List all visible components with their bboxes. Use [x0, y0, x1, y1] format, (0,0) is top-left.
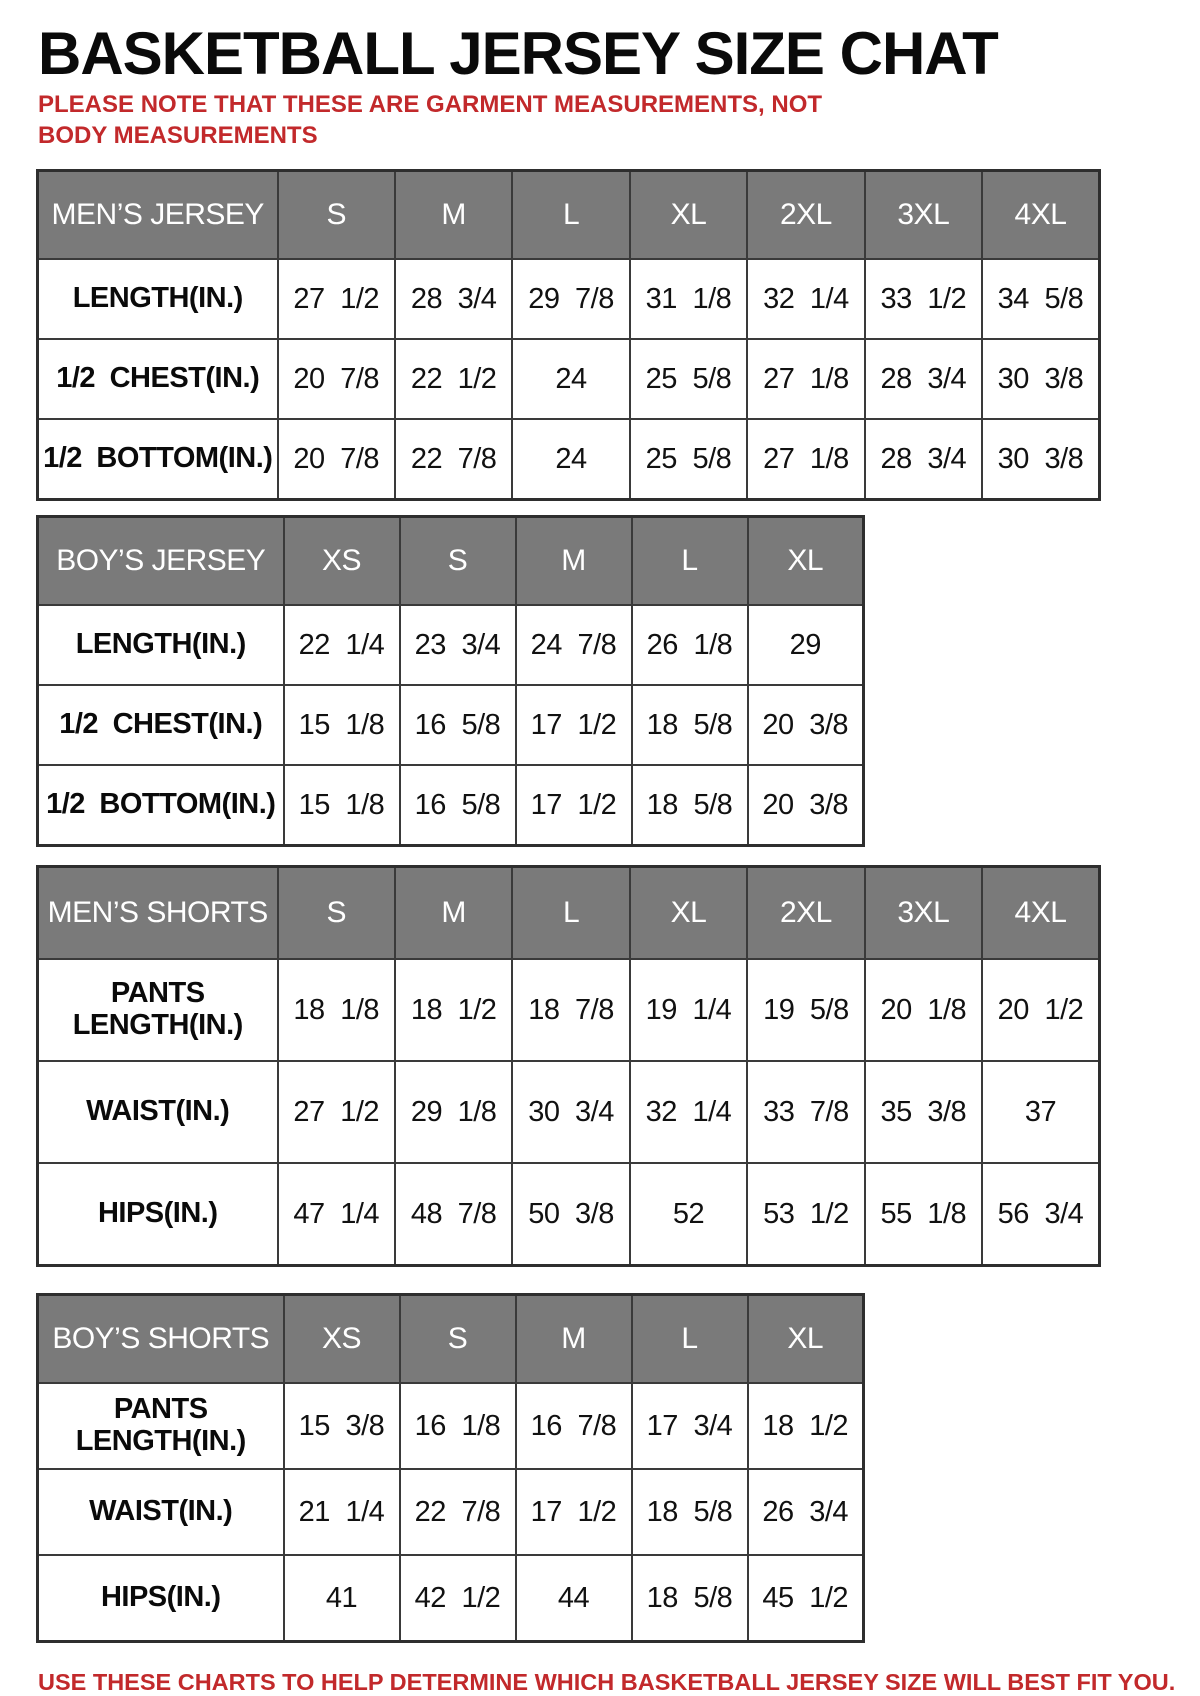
mens-jersey-size-header: 2XL — [747, 171, 864, 260]
boys-jersey-size-header: L — [632, 517, 748, 606]
boys-jersey-value-cell: 16 5/8 — [400, 685, 516, 765]
boys-jersey-value-cell: 16 5/8 — [400, 765, 516, 846]
mens-shorts-size-table — [36, 865, 1101, 1267]
boys-shorts-value-cell: 42 1/2 — [400, 1555, 516, 1642]
boys-shorts-size-header: S — [400, 1295, 516, 1384]
boys-jersey-measurement-row — [38, 685, 864, 765]
mens-jersey-value-cell: 25 5/8 — [630, 419, 747, 500]
boys-jersey-value-cell: 18 5/8 — [632, 685, 748, 765]
mens-shorts-value-cell: 27 1/2 — [278, 1061, 395, 1163]
table-gap — [36, 501, 1200, 515]
mens-jersey-value-cell: 25 5/8 — [630, 339, 747, 419]
mens-shorts-value-cell: 47 1/4 — [278, 1163, 395, 1266]
boys-jersey-value-cell: 24 7/8 — [516, 605, 632, 685]
mens-jersey-value-cell: 24 — [512, 419, 629, 500]
mens-jersey-value-cell: 28 3/4 — [865, 339, 982, 419]
mens-shorts-row-label: PANTS LENGTH(IN.) — [38, 959, 278, 1061]
boys-jersey-row-label: LENGTH(IN.) — [38, 605, 284, 685]
mens-shorts-row-label: HIPS(IN.) — [38, 1163, 278, 1266]
mens-shorts-size-header: XL — [630, 867, 747, 960]
boys-jersey-size-header: S — [400, 517, 516, 606]
mens-shorts-value-cell: 35 3/8 — [865, 1061, 982, 1163]
mens-jersey-size-header: M — [395, 171, 512, 260]
mens-jersey-row-label: 1/2 BOTTOM(IN.) — [38, 419, 278, 500]
boys-jersey-size-header: XL — [748, 517, 864, 606]
mens-jersey-value-cell: 28 3/4 — [395, 259, 512, 339]
mens-jersey-value-cell: 30 3/8 — [982, 339, 1099, 419]
boys-shorts-measurement-row — [38, 1469, 864, 1555]
mens-shorts-value-cell: 52 — [630, 1163, 747, 1266]
boys-jersey-row-label: 1/2 BOTTOM(IN.) — [38, 765, 284, 846]
mens-jersey-value-cell: 33 1/2 — [865, 259, 982, 339]
mens-jersey-measurement-row — [38, 259, 1100, 339]
boys-jersey-value-cell: 17 1/2 — [516, 765, 632, 846]
boys-jersey-size-header: XS — [284, 517, 400, 606]
mens-jersey-size-header: 3XL — [865, 171, 982, 260]
table-gap — [36, 847, 1200, 865]
boys-shorts-size-table — [36, 1293, 865, 1643]
boys-jersey-value-cell: 15 1/8 — [284, 765, 400, 846]
boys-shorts-value-cell: 17 1/2 — [516, 1469, 632, 1555]
boys-shorts-value-cell: 16 1/8 — [400, 1383, 516, 1469]
boys-jersey-measurement-row — [38, 605, 864, 685]
mens-shorts-measurement-row — [38, 1061, 1100, 1163]
mens-shorts-value-cell: 20 1/8 — [865, 959, 982, 1061]
mens-jersey-value-cell: 20 7/8 — [278, 419, 395, 500]
mens-jersey-header-row — [38, 171, 1100, 260]
boys-jersey-header-row — [38, 517, 864, 606]
mens-jersey-size-header: XL — [630, 171, 747, 260]
boys-jersey-value-cell: 20 3/8 — [748, 765, 864, 846]
boys-shorts-value-cell: 26 3/4 — [748, 1469, 864, 1555]
mens-shorts-value-cell: 33 7/8 — [747, 1061, 864, 1163]
boys-jersey-row-label: 1/2 CHEST(IN.) — [38, 685, 284, 765]
mens-shorts-value-cell: 18 1/2 — [395, 959, 512, 1061]
table-gap — [36, 1267, 1200, 1293]
boys-shorts-measurement-row — [38, 1555, 864, 1642]
mens-shorts-size-header: S — [278, 867, 395, 960]
mens-shorts-value-cell: 20 1/2 — [982, 959, 1099, 1061]
mens-shorts-value-cell: 55 1/8 — [865, 1163, 982, 1266]
mens-shorts-value-cell: 18 1/8 — [278, 959, 395, 1061]
mens-jersey-value-cell: 22 1/2 — [395, 339, 512, 419]
boys-shorts-value-cell: 18 1/2 — [748, 1383, 864, 1469]
boys-shorts-value-cell: 18 5/8 — [632, 1469, 748, 1555]
mens-shorts-value-cell: 53 1/2 — [747, 1163, 864, 1266]
mens-jersey-value-cell: 27 1/8 — [747, 419, 864, 500]
mens-jersey-row-label: LENGTH(IN.) — [38, 259, 278, 339]
boys-shorts-row-label: HIPS(IN.) — [38, 1555, 284, 1642]
boys-shorts-size-header: M — [516, 1295, 632, 1384]
boys-shorts-size-header: L — [632, 1295, 748, 1384]
mens-shorts-value-cell: 19 5/8 — [747, 959, 864, 1061]
mens-shorts-value-cell: 50 3/8 — [512, 1163, 629, 1266]
mens-jersey-value-cell: 32 1/4 — [747, 259, 864, 339]
boys-jersey-value-cell: 18 5/8 — [632, 765, 748, 846]
mens-jersey-value-cell: 30 3/8 — [982, 419, 1099, 500]
boys-shorts-size-header: XS — [284, 1295, 400, 1384]
mens-shorts-size-header: L — [512, 867, 629, 960]
boys-shorts-size-header: XL — [748, 1295, 864, 1384]
boys-jersey-measurement-row — [38, 765, 864, 846]
boys-shorts-value-cell: 21 1/4 — [284, 1469, 400, 1555]
mens-shorts-value-cell: 48 7/8 — [395, 1163, 512, 1266]
mens-jersey-measurement-row — [38, 419, 1100, 500]
garment-measurement-note: PLEASE NOTE THAT THESE ARE GARMENT MEASUREMENTS, NOT BODY MEASUREMENTS — [38, 91, 823, 150]
mens-jersey-value-cell: 27 1/8 — [747, 339, 864, 419]
mens-jersey-size-header: S — [278, 171, 395, 260]
boys-shorts-value-cell: 15 3/8 — [284, 1383, 400, 1469]
mens-shorts-size-header: 4XL — [982, 867, 1099, 960]
mens-jersey-value-cell: 27 1/2 — [278, 259, 395, 339]
mens-shorts-size-header: 2XL — [747, 867, 864, 960]
boys-shorts-header-row — [38, 1295, 864, 1384]
boys-shorts-value-cell: 18 5/8 — [632, 1555, 748, 1642]
boys-jersey-table-title-cell: BOY’S JERSEY — [38, 517, 284, 606]
mens-jersey-value-cell: 24 — [512, 339, 629, 419]
boys-jersey-value-cell: 29 — [748, 605, 864, 685]
mens-jersey-table-title-cell: MEN’S JERSEY — [38, 171, 278, 260]
boys-jersey-value-cell: 23 3/4 — [400, 605, 516, 685]
mens-shorts-header-row — [38, 867, 1100, 960]
boys-shorts-table-title-cell: BOY’S SHORTS — [38, 1295, 284, 1384]
boys-jersey-size-table — [36, 515, 865, 847]
mens-shorts-table-title-cell: MEN’S SHORTS — [38, 867, 278, 960]
boys-shorts-value-cell: 22 7/8 — [400, 1469, 516, 1555]
mens-shorts-size-header: M — [395, 867, 512, 960]
mens-jersey-measurement-row — [38, 339, 1100, 419]
boys-shorts-value-cell: 45 1/2 — [748, 1555, 864, 1642]
mens-jersey-value-cell: 28 3/4 — [865, 419, 982, 500]
boys-shorts-value-cell: 44 — [516, 1555, 632, 1642]
mens-jersey-size-header: L — [512, 171, 629, 260]
boys-jersey-value-cell: 20 3/8 — [748, 685, 864, 765]
mens-shorts-row-label: WAIST(IN.) — [38, 1061, 278, 1163]
boys-shorts-row-label: PANTS LENGTH(IN.) — [38, 1383, 284, 1469]
mens-jersey-value-cell: 22 7/8 — [395, 419, 512, 500]
boys-jersey-value-cell: 22 1/4 — [284, 605, 400, 685]
boys-shorts-value-cell: 16 7/8 — [516, 1383, 632, 1469]
boys-jersey-size-header: M — [516, 517, 632, 606]
boys-jersey-value-cell: 17 1/2 — [516, 685, 632, 765]
mens-shorts-value-cell: 29 1/8 — [395, 1061, 512, 1163]
mens-shorts-measurement-row — [38, 959, 1100, 1061]
boys-jersey-value-cell: 26 1/8 — [632, 605, 748, 685]
page-title: BASKETBALL JERSEY SIZE CHAT — [38, 20, 998, 87]
mens-shorts-measurement-row — [38, 1163, 1100, 1266]
mens-shorts-value-cell: 19 1/4 — [630, 959, 747, 1061]
boys-shorts-value-cell: 17 3/4 — [632, 1383, 748, 1469]
boys-shorts-measurement-row — [38, 1383, 864, 1469]
mens-jersey-size-table — [36, 169, 1101, 501]
mens-jersey-value-cell: 29 7/8 — [512, 259, 629, 339]
mens-jersey-value-cell: 20 7/8 — [278, 339, 395, 419]
boys-shorts-value-cell: 41 — [284, 1555, 400, 1642]
mens-shorts-value-cell: 30 3/4 — [512, 1061, 629, 1163]
mens-shorts-value-cell: 56 3/4 — [982, 1163, 1099, 1266]
mens-jersey-size-header: 4XL — [982, 171, 1099, 260]
mens-jersey-value-cell: 31 1/8 — [630, 259, 747, 339]
mens-shorts-value-cell: 37 — [982, 1061, 1099, 1163]
mens-jersey-value-cell: 34 5/8 — [982, 259, 1099, 339]
mens-shorts-value-cell: 18 7/8 — [512, 959, 629, 1061]
mens-jersey-row-label: 1/2 CHEST(IN.) — [38, 339, 278, 419]
boys-shorts-row-label: WAIST(IN.) — [38, 1469, 284, 1555]
mens-shorts-size-header: 3XL — [865, 867, 982, 960]
mens-shorts-value-cell: 32 1/4 — [630, 1061, 747, 1163]
boys-jersey-value-cell: 15 1/8 — [284, 685, 400, 765]
fit-advice-note: USE THESE CHARTS TO HELP DETERMINE WHICH BASKETBALL JERSEY SIZE WILL BEST FIT YOU. — [38, 1669, 1176, 1696]
